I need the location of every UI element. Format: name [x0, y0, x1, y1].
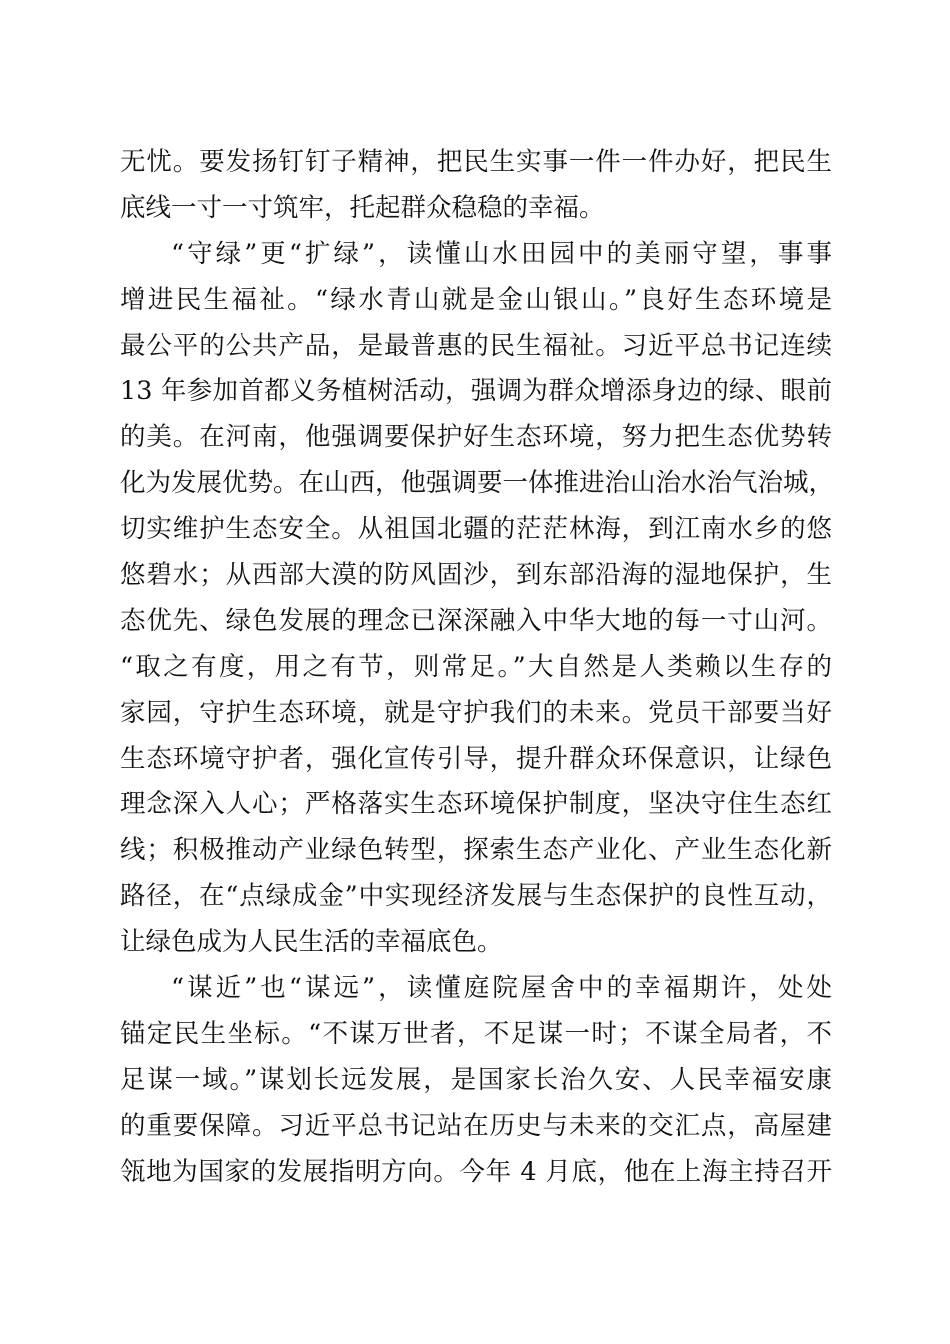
text-line: 路径，在“点绿成金”中实现经济发展与生态保护的良性互动， [120, 881, 832, 912]
text-line: 增进民生福祉。“绿水青山就是金山银山。”良好生态环境是 [120, 284, 832, 315]
text-line: 锚定民生坐标。“不谋万世者，不足谋一时；不谋全局者，不 [120, 1018, 832, 1049]
text-line: 瓴地为国家的发展指明方向。今年 4 月底，他在上海主持召开 [120, 1156, 832, 1187]
text-line: 最公平的公共产品，是最普惠的民生福祉。习近平总书记连续 [120, 330, 832, 361]
text-line: 理念深入人心；严格落实生态环境保护制度，坚决守住生态红 [120, 789, 832, 820]
paragraph-start-line: “守绿”更“扩绿”，读懂山水田园中的美丽守望，事事 [171, 238, 832, 269]
text-line: 底线一寸一寸筑牢，托起群众稳稳的幸福。 [120, 192, 605, 223]
text-line: 线；积极推动产业绿色转型，探索生态产业化、产业生态化新 [120, 835, 832, 866]
text-line: “取之有度，用之有节，则常足。”大自然是人类赖以生存的 [120, 651, 832, 682]
text-line: 足谋一域。”谋划长远发展，是国家长治久安、人民幸福安康 [120, 1064, 832, 1095]
text-line: 生态环境守护者，强化宣传引导，提升群众环保意识，让绿色 [120, 743, 832, 774]
paragraph-start-line: “谋近”也“谋远”，读懂庭院屋舍中的幸福期许，处处 [171, 973, 832, 1004]
text-line: 家园，守护生态环境，就是守护我们的未来。党员干部要当好 [120, 697, 832, 728]
text-line: 化为发展优势。在山西，他强调要一体推进治山治水治气治城， [120, 468, 835, 499]
text-line: 切实维护生态安全。从祖国北疆的茫茫林海，到江南水乡的悠 [120, 514, 832, 545]
text-line: 态优先、绿色发展的理念已深深融入中华大地的每一寸山河。 [120, 605, 832, 636]
text-line: 的重要保障。习近平总书记站在历史与未来的交汇点，高屋建 [120, 1110, 832, 1141]
text-line: 的美。在河南，他强调要保护好生态环境，努力把生态优势转 [120, 422, 832, 453]
text-line: 13 年参加首都义务植树活动，强调为群众增添身边的绿、眼前 [120, 376, 832, 407]
text-line: 无忧。要发扬钉钉子精神，把民生实事一件一件办好，把民生 [120, 147, 832, 177]
body-text [120, 140, 835, 1195]
text-line: 让绿色成为人民生活的幸福底色。 [120, 927, 503, 958]
text-line: 悠碧水；从西部大漠的防风固沙，到东部沿海的湿地保护，生 [120, 560, 832, 591]
